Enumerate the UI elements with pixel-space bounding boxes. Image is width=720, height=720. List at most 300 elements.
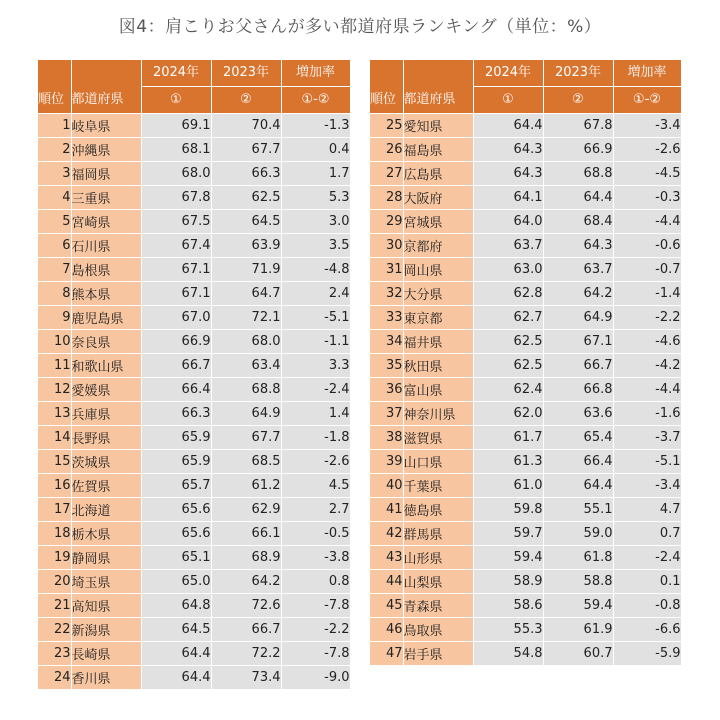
value-2024-cell: 65.1 — [141, 546, 211, 570]
table-row — [370, 618, 681, 642]
value-2024-cell: 68.0 — [141, 162, 211, 186]
rank-cell: 23 — [38, 642, 71, 666]
value-2023-cell: 71.9 — [211, 258, 281, 282]
rank-cell: 12 — [38, 378, 71, 402]
value-2023-cell: 64.3 — [543, 234, 613, 258]
value-2024-cell: 55.3 — [473, 618, 543, 642]
value-2024-cell: 66.9 — [141, 330, 211, 354]
prefecture-cell: 兵庫県 — [71, 402, 141, 426]
rank-cell: 46 — [370, 618, 403, 642]
header-increase: 増加率 — [613, 60, 681, 87]
value-2024-cell: 64.3 — [473, 138, 543, 162]
prefecture-cell: 宮崎県 — [71, 210, 141, 234]
rank-cell: 32 — [370, 282, 403, 306]
table-row — [38, 594, 350, 618]
value-2024-cell: 67.1 — [141, 258, 211, 282]
rank-cell: 27 — [370, 162, 403, 186]
value-2023-cell: 63.9 — [211, 234, 281, 258]
table-row — [370, 258, 681, 282]
prefecture-cell: 大分県 — [403, 282, 473, 306]
header-prefecture: 都道府県 — [71, 60, 141, 114]
prefecture-cell: 高知県 — [71, 594, 141, 618]
table-row — [38, 114, 350, 138]
prefecture-cell: 栃木県 — [71, 522, 141, 546]
value-2024-cell: 67.0 — [141, 306, 211, 330]
value-2023-cell: 67.1 — [543, 330, 613, 354]
value-2023-cell: 68.5 — [211, 450, 281, 474]
table-row — [370, 114, 681, 138]
value-2023-cell: 68.8 — [543, 162, 613, 186]
value-2023-cell: 64.4 — [543, 186, 613, 210]
increase-cell: -2.4 — [281, 378, 350, 402]
increase-cell: -1.6 — [613, 402, 681, 426]
value-2024-cell: 61.3 — [473, 450, 543, 474]
table-row — [38, 282, 350, 306]
value-2024-cell: 64.3 — [473, 162, 543, 186]
value-2023-cell: 68.8 — [211, 378, 281, 402]
rank-cell: 37 — [370, 402, 403, 426]
value-2024-cell: 64.4 — [141, 642, 211, 666]
value-2023-cell: 66.7 — [543, 354, 613, 378]
value-2023-cell: 61.9 — [543, 618, 613, 642]
table-row — [38, 234, 350, 258]
value-2024-cell: 65.0 — [141, 570, 211, 594]
value-2024-cell: 64.0 — [473, 210, 543, 234]
increase-cell: -6.6 — [613, 618, 681, 642]
increase-cell: -7.8 — [281, 642, 350, 666]
prefecture-cell: 富山県 — [403, 378, 473, 402]
ranking-table-right — [370, 60, 682, 666]
value-2023-cell: 66.7 — [211, 618, 281, 642]
table-row — [38, 354, 350, 378]
value-2024-cell: 62.8 — [473, 282, 543, 306]
value-2023-cell: 64.2 — [543, 282, 613, 306]
rank-cell: 31 — [370, 258, 403, 282]
value-2024-cell: 59.4 — [473, 546, 543, 570]
table-row — [370, 186, 681, 210]
header-2023-sub: ② — [211, 87, 281, 114]
rank-cell: 24 — [38, 666, 71, 690]
value-2023-cell: 63.7 — [543, 258, 613, 282]
rank-cell: 33 — [370, 306, 403, 330]
table-row — [370, 570, 681, 594]
table-row — [38, 402, 350, 426]
increase-cell: -4.4 — [613, 378, 681, 402]
value-2024-cell: 65.9 — [141, 450, 211, 474]
value-2023-cell: 73.4 — [211, 666, 281, 690]
prefecture-cell: 山梨県 — [403, 570, 473, 594]
table-row — [38, 570, 350, 594]
prefecture-cell: 徳島県 — [403, 498, 473, 522]
table-row — [370, 642, 681, 666]
header-2024-sub: ① — [141, 87, 211, 114]
prefecture-cell: 長崎県 — [71, 642, 141, 666]
table-row — [370, 210, 681, 234]
prefecture-cell: 秋田県 — [403, 354, 473, 378]
value-2024-cell: 64.4 — [473, 114, 543, 138]
rank-cell: 43 — [370, 546, 403, 570]
header-2024-sub: ① — [473, 87, 543, 114]
value-2023-cell: 68.0 — [211, 330, 281, 354]
increase-cell: -3.7 — [613, 426, 681, 450]
table-row — [38, 258, 350, 282]
chart-title: 図4：肩こりお父さんが多い都道府県ランキング（単位：%） — [118, 17, 602, 37]
rank-cell: 41 — [370, 498, 403, 522]
prefecture-cell: 熊本県 — [71, 282, 141, 306]
rank-cell: 45 — [370, 594, 403, 618]
value-2023-cell: 67.8 — [543, 114, 613, 138]
table-row — [370, 354, 681, 378]
rank-cell: 40 — [370, 474, 403, 498]
rank-cell: 9 — [38, 306, 71, 330]
value-2023-cell: 67.7 — [211, 426, 281, 450]
value-2024-cell: 59.8 — [473, 498, 543, 522]
table-row — [370, 426, 681, 450]
increase-cell: 1.4 — [281, 402, 350, 426]
increase-cell: -0.3 — [613, 186, 681, 210]
increase-cell: -5.1 — [613, 450, 681, 474]
value-2023-cell: 65.4 — [543, 426, 613, 450]
value-2023-cell: 68.4 — [543, 210, 613, 234]
rank-cell: 36 — [370, 378, 403, 402]
table-row — [370, 402, 681, 426]
rank-cell: 30 — [370, 234, 403, 258]
rank-cell: 14 — [38, 426, 71, 450]
prefecture-cell: 千葉県 — [403, 474, 473, 498]
prefecture-cell: 島根県 — [71, 258, 141, 282]
table-row — [370, 378, 681, 402]
rank-cell: 5 — [38, 210, 71, 234]
value-2023-cell: 63.6 — [543, 402, 613, 426]
table-row — [38, 378, 350, 402]
value-2024-cell: 62.5 — [473, 354, 543, 378]
value-2024-cell: 58.9 — [473, 570, 543, 594]
table-row — [38, 186, 350, 210]
increase-cell: -4.4 — [613, 210, 681, 234]
increase-cell: 2.4 — [281, 282, 350, 306]
table-row — [38, 522, 350, 546]
value-2024-cell: 61.0 — [473, 474, 543, 498]
increase-cell: 0.4 — [281, 138, 350, 162]
prefecture-cell: 沖縄県 — [71, 138, 141, 162]
value-2024-cell: 63.0 — [473, 258, 543, 282]
table-row — [38, 330, 350, 354]
increase-cell: -4.2 — [613, 354, 681, 378]
table-row — [370, 546, 681, 570]
value-2024-cell: 64.5 — [141, 618, 211, 642]
table-row — [38, 474, 350, 498]
increase-cell: -7.8 — [281, 594, 350, 618]
value-2023-cell: 64.9 — [211, 402, 281, 426]
increase-cell: 1.7 — [281, 162, 350, 186]
increase-cell: 3.3 — [281, 354, 350, 378]
value-2024-cell: 61.7 — [473, 426, 543, 450]
value-2023-cell: 59.4 — [543, 594, 613, 618]
value-2024-cell: 62.0 — [473, 402, 543, 426]
prefecture-cell: 岩手県 — [403, 642, 473, 666]
prefecture-cell: 東京都 — [403, 306, 473, 330]
header-increase-sub: ①-② — [613, 87, 681, 114]
prefecture-cell: 鳥取県 — [403, 618, 473, 642]
value-2024-cell: 62.5 — [473, 330, 543, 354]
table-row — [38, 618, 350, 642]
header-increase: 増加率 — [281, 60, 350, 87]
table-row — [370, 138, 681, 162]
increase-cell: 5.3 — [281, 186, 350, 210]
header-2023-sub: ② — [543, 87, 613, 114]
value-2023-cell: 64.5 — [211, 210, 281, 234]
prefecture-cell: 福井県 — [403, 330, 473, 354]
increase-cell: 0.1 — [613, 570, 681, 594]
rank-cell: 4 — [38, 186, 71, 210]
rank-cell: 47 — [370, 642, 403, 666]
value-2023-cell: 64.4 — [543, 474, 613, 498]
prefecture-cell: 京都府 — [403, 234, 473, 258]
prefecture-cell: 福岡県 — [71, 162, 141, 186]
value-2024-cell: 62.7 — [473, 306, 543, 330]
header-increase-sub: ①-② — [281, 87, 350, 114]
value-2023-cell: 70.4 — [211, 114, 281, 138]
increase-cell: -4.5 — [613, 162, 681, 186]
table-row — [370, 234, 681, 258]
increase-cell: -4.8 — [281, 258, 350, 282]
prefecture-cell: 山形県 — [403, 546, 473, 570]
increase-cell: -1.4 — [613, 282, 681, 306]
value-2023-cell: 63.4 — [211, 354, 281, 378]
table-row — [38, 306, 350, 330]
table-row — [370, 282, 681, 306]
prefecture-cell: 石川県 — [71, 234, 141, 258]
increase-cell: -3.4 — [613, 114, 681, 138]
value-2023-cell: 72.2 — [211, 642, 281, 666]
increase-cell: -5.1 — [281, 306, 350, 330]
rank-cell: 7 — [38, 258, 71, 282]
header-row — [38, 60, 350, 87]
table-row — [38, 642, 350, 666]
prefecture-cell: 新潟県 — [71, 618, 141, 642]
value-2023-cell: 62.9 — [211, 498, 281, 522]
rank-cell: 44 — [370, 570, 403, 594]
table-row — [370, 522, 681, 546]
prefecture-cell: 佐賀県 — [71, 474, 141, 498]
value-2024-cell: 66.3 — [141, 402, 211, 426]
prefecture-cell: 三重県 — [71, 186, 141, 210]
table-row — [38, 162, 350, 186]
increase-cell: -9.0 — [281, 666, 350, 690]
value-2023-cell: 66.1 — [211, 522, 281, 546]
prefecture-cell: 岐阜県 — [71, 114, 141, 138]
value-2024-cell: 69.1 — [141, 114, 211, 138]
value-2023-cell: 58.8 — [543, 570, 613, 594]
rank-cell: 10 — [38, 330, 71, 354]
value-2023-cell: 72.1 — [211, 306, 281, 330]
header-2024: 2024年 — [141, 60, 211, 87]
table-row — [38, 210, 350, 234]
value-2023-cell: 60.7 — [543, 642, 613, 666]
value-2024-cell: 65.6 — [141, 522, 211, 546]
value-2024-cell: 66.4 — [141, 378, 211, 402]
value-2023-cell: 67.7 — [211, 138, 281, 162]
increase-cell: -2.2 — [613, 306, 681, 330]
increase-cell: -2.6 — [613, 138, 681, 162]
value-2023-cell: 68.9 — [211, 546, 281, 570]
value-2024-cell: 67.8 — [141, 186, 211, 210]
rank-cell: 20 — [38, 570, 71, 594]
value-2023-cell: 66.3 — [211, 162, 281, 186]
value-2023-cell: 64.9 — [543, 306, 613, 330]
value-2023-cell: 64.7 — [211, 282, 281, 306]
prefecture-cell: 埼玉県 — [71, 570, 141, 594]
rank-cell: 17 — [38, 498, 71, 522]
value-2024-cell: 66.7 — [141, 354, 211, 378]
prefecture-cell: 静岡県 — [71, 546, 141, 570]
value-2023-cell: 72.6 — [211, 594, 281, 618]
table-row — [38, 546, 350, 570]
value-2024-cell: 67.4 — [141, 234, 211, 258]
value-2024-cell: 54.8 — [473, 642, 543, 666]
value-2023-cell: 59.0 — [543, 522, 613, 546]
value-2023-cell: 66.8 — [543, 378, 613, 402]
increase-cell: -2.2 — [281, 618, 350, 642]
rank-cell: 2 — [38, 138, 71, 162]
value-2023-cell: 55.1 — [543, 498, 613, 522]
value-2024-cell: 64.1 — [473, 186, 543, 210]
rank-cell: 21 — [38, 594, 71, 618]
prefecture-cell: 愛媛県 — [71, 378, 141, 402]
prefecture-cell: 岡山県 — [403, 258, 473, 282]
table-row — [370, 330, 681, 354]
prefecture-cell: 滋賀県 — [403, 426, 473, 450]
value-2024-cell: 64.4 — [141, 666, 211, 690]
increase-cell: 4.7 — [613, 498, 681, 522]
prefecture-cell: 広島県 — [403, 162, 473, 186]
value-2023-cell: 66.9 — [543, 138, 613, 162]
prefecture-cell: 鹿児島県 — [71, 306, 141, 330]
value-2023-cell: 61.8 — [543, 546, 613, 570]
prefecture-cell: 奈良県 — [71, 330, 141, 354]
value-2023-cell: 61.2 — [211, 474, 281, 498]
value-2024-cell: 67.5 — [141, 210, 211, 234]
increase-cell: -0.6 — [613, 234, 681, 258]
table-row — [370, 474, 681, 498]
rank-cell: 35 — [370, 354, 403, 378]
value-2024-cell: 63.7 — [473, 234, 543, 258]
increase-cell: 2.7 — [281, 498, 350, 522]
increase-cell: -2.6 — [281, 450, 350, 474]
rank-cell: 28 — [370, 186, 403, 210]
increase-cell: -1.1 — [281, 330, 350, 354]
rank-cell: 39 — [370, 450, 403, 474]
prefecture-cell: 茨城県 — [71, 450, 141, 474]
prefecture-cell: 群馬県 — [403, 522, 473, 546]
header-rank: 順位 — [38, 60, 71, 114]
value-2024-cell: 65.6 — [141, 498, 211, 522]
increase-cell: -2.4 — [613, 546, 681, 570]
increase-cell: 4.5 — [281, 474, 350, 498]
value-2024-cell: 64.8 — [141, 594, 211, 618]
header-2023: 2023年 — [211, 60, 281, 87]
prefecture-cell: 北海道 — [71, 498, 141, 522]
increase-cell: -0.7 — [613, 258, 681, 282]
rank-cell: 3 — [38, 162, 71, 186]
value-2024-cell: 62.4 — [473, 378, 543, 402]
rank-cell: 15 — [38, 450, 71, 474]
increase-cell: -0.8 — [613, 594, 681, 618]
increase-cell: -0.5 — [281, 522, 350, 546]
rank-cell: 25 — [370, 114, 403, 138]
table-row — [38, 666, 350, 690]
rank-cell: 18 — [38, 522, 71, 546]
value-2024-cell: 58.6 — [473, 594, 543, 618]
table-row — [370, 306, 681, 330]
prefecture-cell: 青森県 — [403, 594, 473, 618]
prefecture-cell: 宮城県 — [403, 210, 473, 234]
rank-cell: 29 — [370, 210, 403, 234]
rank-cell: 42 — [370, 522, 403, 546]
table-row — [38, 426, 350, 450]
rank-cell: 19 — [38, 546, 71, 570]
increase-cell: 3.0 — [281, 210, 350, 234]
header-row — [370, 60, 681, 87]
rank-cell: 16 — [38, 474, 71, 498]
table-row — [370, 162, 681, 186]
rank-cell: 13 — [38, 402, 71, 426]
prefecture-cell: 愛知県 — [403, 114, 473, 138]
header-2024: 2024年 — [473, 60, 543, 87]
increase-cell: 0.8 — [281, 570, 350, 594]
prefecture-cell: 山口県 — [403, 450, 473, 474]
rank-cell: 22 — [38, 618, 71, 642]
prefecture-cell: 和歌山県 — [71, 354, 141, 378]
increase-cell: -3.8 — [281, 546, 350, 570]
increase-cell: -1.3 — [281, 114, 350, 138]
prefecture-cell: 長野県 — [71, 426, 141, 450]
header-prefecture: 都道府県 — [403, 60, 473, 114]
header-rank: 順位 — [370, 60, 403, 114]
table-row — [38, 498, 350, 522]
rank-cell: 8 — [38, 282, 71, 306]
header-2023: 2023年 — [543, 60, 613, 87]
ranking-table-left — [38, 60, 351, 690]
prefecture-cell: 福島県 — [403, 138, 473, 162]
increase-cell: 3.5 — [281, 234, 350, 258]
table-row — [370, 450, 681, 474]
table-row — [370, 594, 681, 618]
rank-cell: 11 — [38, 354, 71, 378]
value-2023-cell: 64.2 — [211, 570, 281, 594]
rank-cell: 34 — [370, 330, 403, 354]
table-row — [38, 138, 350, 162]
increase-cell: -3.4 — [613, 474, 681, 498]
table-row — [370, 498, 681, 522]
value-2024-cell: 68.1 — [141, 138, 211, 162]
increase-cell: -1.8 — [281, 426, 350, 450]
value-2024-cell: 65.7 — [141, 474, 211, 498]
increase-cell: -5.9 — [613, 642, 681, 666]
value-2024-cell: 65.9 — [141, 426, 211, 450]
prefecture-cell: 香川県 — [71, 666, 141, 690]
increase-cell: -4.6 — [613, 330, 681, 354]
prefecture-cell: 神奈川県 — [403, 402, 473, 426]
increase-cell: 0.7 — [613, 522, 681, 546]
rank-cell: 1 — [38, 114, 71, 138]
table-row — [38, 450, 350, 474]
rank-cell: 38 — [370, 426, 403, 450]
value-2024-cell: 59.7 — [473, 522, 543, 546]
value-2023-cell: 66.4 — [543, 450, 613, 474]
rank-cell: 26 — [370, 138, 403, 162]
value-2024-cell: 67.1 — [141, 282, 211, 306]
